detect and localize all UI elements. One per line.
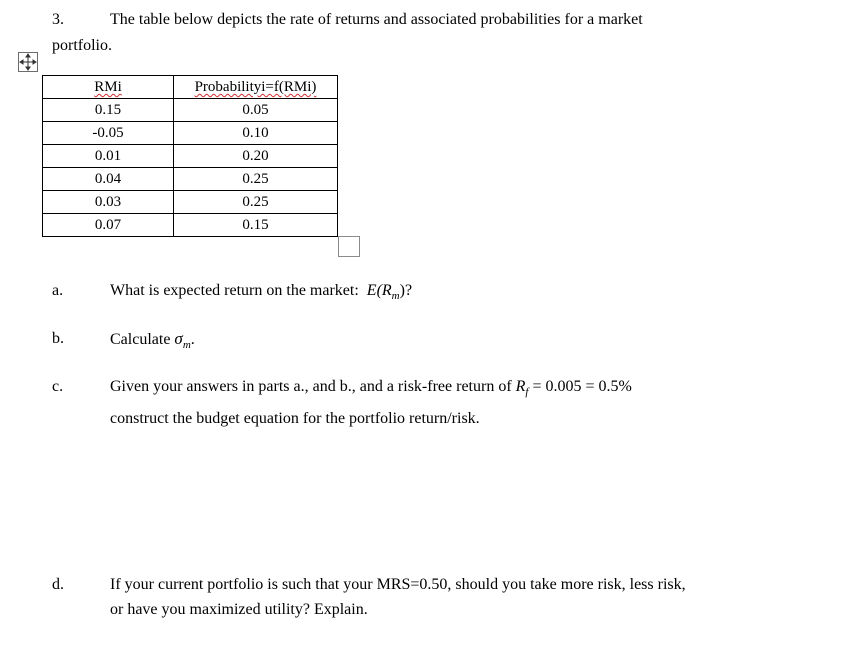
cell-rmi: 0.07 <box>43 214 174 237</box>
part-c-line1 <box>110 377 632 402</box>
part-a-label: a. <box>52 282 64 299</box>
table-row <box>43 168 338 191</box>
table-row <box>43 122 338 145</box>
part-b-sigma: σ <box>174 329 183 348</box>
part-d-line2: or have you maximized utility? Explain. <box>110 601 368 618</box>
part-c-rf-value: = 0.005 = 0.5% <box>532 378 632 395</box>
part-b-question: Calculate <box>110 331 171 348</box>
table-header-row <box>43 76 338 99</box>
part-c-rf: R <box>515 378 526 395</box>
part-b-label: b. <box>52 330 64 347</box>
cell-probability: 0.15 <box>174 214 338 237</box>
table-row <box>43 99 338 122</box>
cell-rmi: -0.05 <box>43 122 174 145</box>
part-c-line2: construct the budget equation for the portfolio return/risk. <box>110 410 480 427</box>
part-a-math: E(R <box>366 282 392 299</box>
header-probability-label: Probabilityi=f(RMi) <box>194 79 317 95</box>
part-d-label: d. <box>52 576 64 593</box>
question-intro-line2: portfolio. <box>52 37 112 54</box>
header-probability <box>174 76 338 99</box>
cell-probability: 0.05 <box>174 99 338 122</box>
table-row <box>43 191 338 214</box>
cell-probability: 0.25 <box>174 191 338 214</box>
part-b-end: . <box>190 331 195 348</box>
cell-rmi: 0.03 <box>43 191 174 214</box>
table-row <box>43 145 338 168</box>
cell-rmi: 0.04 <box>43 168 174 191</box>
header-rmi <box>43 76 174 99</box>
part-b-text <box>110 329 195 355</box>
cell-probability: 0.20 <box>174 145 338 168</box>
returns-probability-table <box>42 75 338 237</box>
question-number: 3. <box>52 11 64 28</box>
part-b-sigma-sub: m <box>182 339 191 351</box>
cell-rmi: 0.01 <box>43 145 174 168</box>
cell-probability: 0.10 <box>174 122 338 145</box>
part-c-question: Given your answers in parts a., and b., and a risk-free return of <box>110 378 512 395</box>
part-a-text <box>110 281 412 306</box>
header-rmi-label: RMi <box>94 79 122 95</box>
part-a-math-sub: m <box>391 290 400 302</box>
part-a-question: What is expected return on the market: <box>110 282 359 299</box>
question-intro-line1: The table below depicts the rate of returns and associated probabilities for a market <box>110 11 643 28</box>
cell-rmi: 0.15 <box>43 99 174 122</box>
table-row <box>43 214 338 237</box>
table-move-handle[interactable] <box>18 52 38 72</box>
move-arrows-icon <box>19 53 37 71</box>
cell-probability: 0.25 <box>174 168 338 191</box>
table-resize-handle[interactable] <box>338 236 360 257</box>
part-c-rf-sub: f <box>525 386 529 398</box>
part-a-math-end: )? <box>399 282 413 299</box>
part-c-label: c. <box>52 378 64 395</box>
part-d-line1: If your current portfolio is such that your MRS=0.50, should you take more risk, less risk, <box>110 576 686 593</box>
